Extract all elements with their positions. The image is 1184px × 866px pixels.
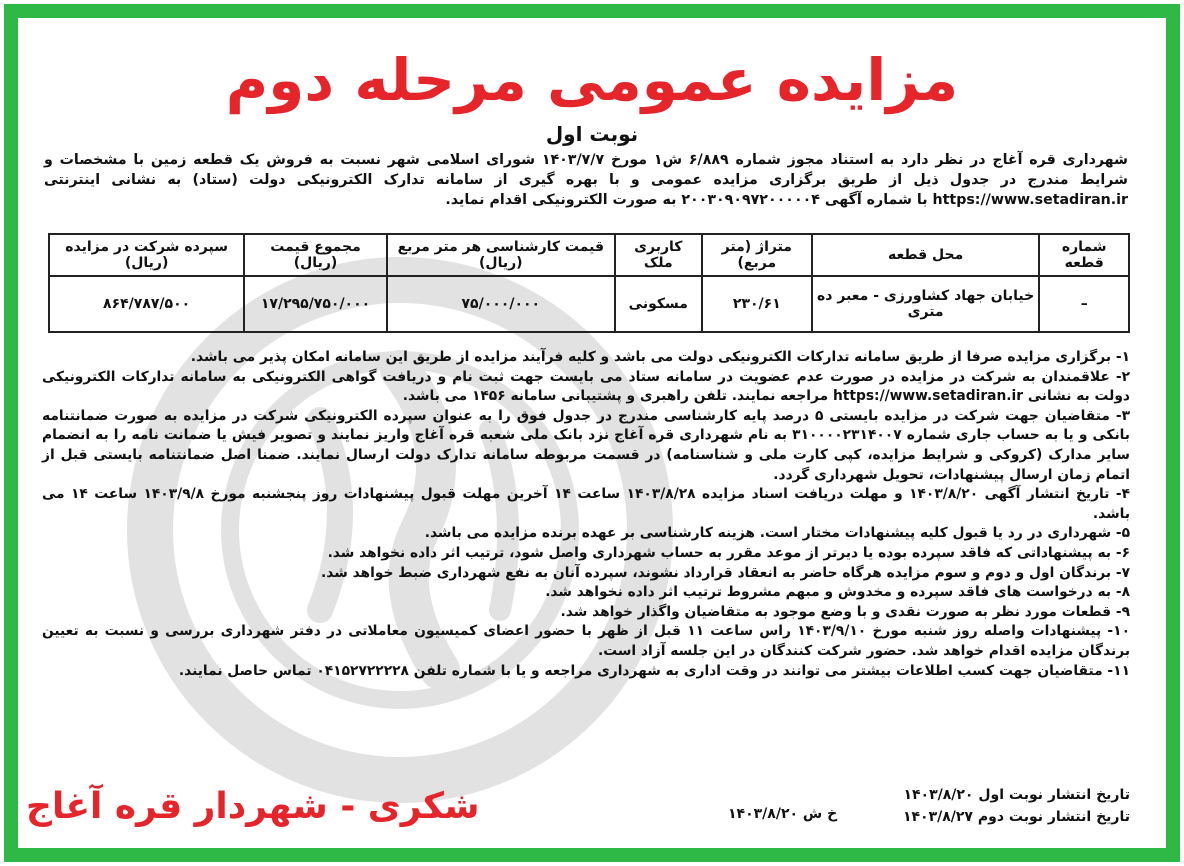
term-item: ۱۰- پیشنهادات واصله روز شنبه مورخ ۱۴۰۳/۹/۱۰ راس ساعت ۱۱ قبل از ظهر با حضور اعضای کمیسیون معاملاتی در دفتر شهرداری بررسی و نسبت به تعیین برندگان مزایده اقدام خواهد شد. حضور شرکت کنندگان در این جلسه آزاد است.: [42, 623, 1130, 659]
table-header-row: [49, 234, 1129, 276]
publication-dates: [903, 784, 1130, 828]
cell-location: خیابان جهاد کشاورزی - معبر ده متری: [812, 276, 1040, 332]
cell-land-use: مسکونی: [615, 276, 702, 332]
cell-area: ۲۳۰/۶۱: [702, 276, 812, 332]
cell-total-price: ۱۷/۲۹۵/۷۵۰/۰۰۰: [244, 276, 387, 332]
term-item: ۵- شهرداری در رد یا قبول کلیه پیشنهادات مختار است. هزینه کارشناسی بر عهده برنده مزایده می باشد.: [424, 525, 1130, 542]
cell-deposit: ۸۶۴/۷۸۷/۵۰۰: [49, 276, 244, 332]
header-location: محل قطعه: [812, 234, 1040, 276]
term-item: ۳- متقاضیان جهت شرکت در مزایده بایستی ۵ درصد پایه کارشناسی مندرج در جدول فوق را به عنوان سپرده الکترونیکی شرکت در مزایده به صورت ضمانتنامه بانکی و یا به حساب جاری شماره ۳۱۰۰۰۰۲۳۱۴۰۰۷ به نام شهرداری قره آغاج نزد بانک ملی شعبه قره آغاج واریز نمایند و تصویر فیش یا ضمانت نامه را به انضمام سایر مدارک (کروکی و شرایط مزایده، کپی کارت ملی و شناسنامه) در قسمت مربوطه سامانه تدارک دولت ارسال نمایند. ضمنا اصل ضمانتنامه بایستی قبل از اتمام زمان ارسال پیشنهادات، تحویل شهرداری گردد.: [42, 407, 1130, 483]
cell-lot-number: –: [1039, 276, 1129, 332]
header-total-price: مجموع قیمت (ریال): [244, 234, 387, 276]
cell-unit-price: ۷۵/۰۰۰/۰۰۰: [387, 276, 615, 332]
term-item: ۶- به پیشنهاداتی که فاقد سپرده بوده یا دیرتر از موعد مقرر به حساب شهرداری واصل شود، ترتیب اثر داده نخواهد شد.: [327, 544, 1130, 561]
header-land-use: کاربری ملک: [615, 234, 702, 276]
intro-paragraph: شهرداری قره آغاج در نظر دارد به استناد مجوز شماره ۶/۸۸۹ ش۱ مورخ ۱۴۰۳/۷/۷ شورای اسلامی شهر نسبت به فروش یک قطعه زمین با مشخصات و شرایط مندرج در جدول ذیل از طریق برگزاری مزایده عمومی و با بهره گیری از سامانه تدارک الکترونیکی دولت (ستاد) به نشانی اینترنتی https://www.setadiran.ir با شماره آگهی ۲۰۰۳۰۹۰۹۷۲۰۰۰۰۰۴ به صورت الکترونیکی اقدام نماید.: [44, 152, 1128, 208]
publication-first-date: تاریخ انتشار نوبت اول ۱۴۰۳/۸/۲۰: [903, 787, 1130, 803]
term-item: ۴- تاریخ انتشار آگهی ۱۴۰۳/۸/۲۰ و مهلت دریافت اسناد مزایده ۱۴۰۳/۸/۲۸ ساعت ۱۴ آخرین مهلت قبول پیشنهادات روز پنجشنبه مورخ ۱۴۰۳/۹/۸ ساعت ۱۴ می باشد.: [42, 486, 1130, 522]
header-lot-number: شماره قطعه: [1039, 234, 1129, 276]
term-item: ۲- علاقمندان به شرکت در مزایده در صورت عدم عضویت در سامانه ستاد می بایست جهت ثبت نام و دریافت گواهی الکترونیکی به سامانه تدارکات الکترونیکی دولت به نشانی https://www.setadiran.ir مراجعه نمایند. تلفن راهبری و پشتیبانی سامانه ۱۴۵۶ می باشد.: [42, 368, 1130, 405]
notice-subtitle: نوبت اول: [545, 122, 639, 146]
term-item: ۱- برگزاری مزایده صرفا از طریق سامانه تدارکات الکترونیکی دولت می باشد و کلیه فرآیند مزایده از طریق این سامانه امکان پذیر می باشد.: [190, 349, 1130, 365]
publication-reference: خ ش ۱۴۰۳/۸/۲۰: [728, 806, 838, 822]
terms-list: [42, 348, 1130, 681]
header-deposit: سپرده شرکت در مزایده (ریال): [49, 234, 244, 276]
term-item: ۱۱- متقاضیان جهت کسب اطلاعات بیشتر می توانند در وقت اداری به شهرداری مراجعه و یا با شماره تلفن ۰۴۱۵۲۷۲۲۲۲۸ تماس حاصل نمایند.: [178, 662, 1130, 679]
notice-title: مزایده عمومی مرحله دوم: [225, 46, 959, 114]
auction-table: [48, 233, 1130, 333]
publication-second-date: تاریخ انتشار نوبت دوم ۱۴۰۳/۸/۲۷: [902, 809, 1130, 825]
mayor-signature: شکری - شهردار قره آغاج: [26, 786, 480, 827]
table-row: [49, 276, 1129, 332]
term-item: ۸- به درخواست های فاقد سپرده و مخدوش و مبهم مشروط ترتیب اثر داده نخواهد شد.: [545, 584, 1130, 601]
header-unit-price: قیمت کارشناسی هر متر مربع (ریال): [387, 234, 615, 276]
header-area: متراژ (متر مربع): [702, 234, 812, 276]
term-item: ۷- برندگان اول و دوم و سوم مزایده هرگاه حاضر به انعقاد قرارداد نشوند، سپرده آنان به نفع شهرداری ضبط خواهد شد.: [321, 564, 1130, 581]
term-item: ۹- قطعات مورد نظر به صورت نقدی و با وضع موجود به متقاضیان واگذار خواهد شد.: [560, 603, 1130, 620]
